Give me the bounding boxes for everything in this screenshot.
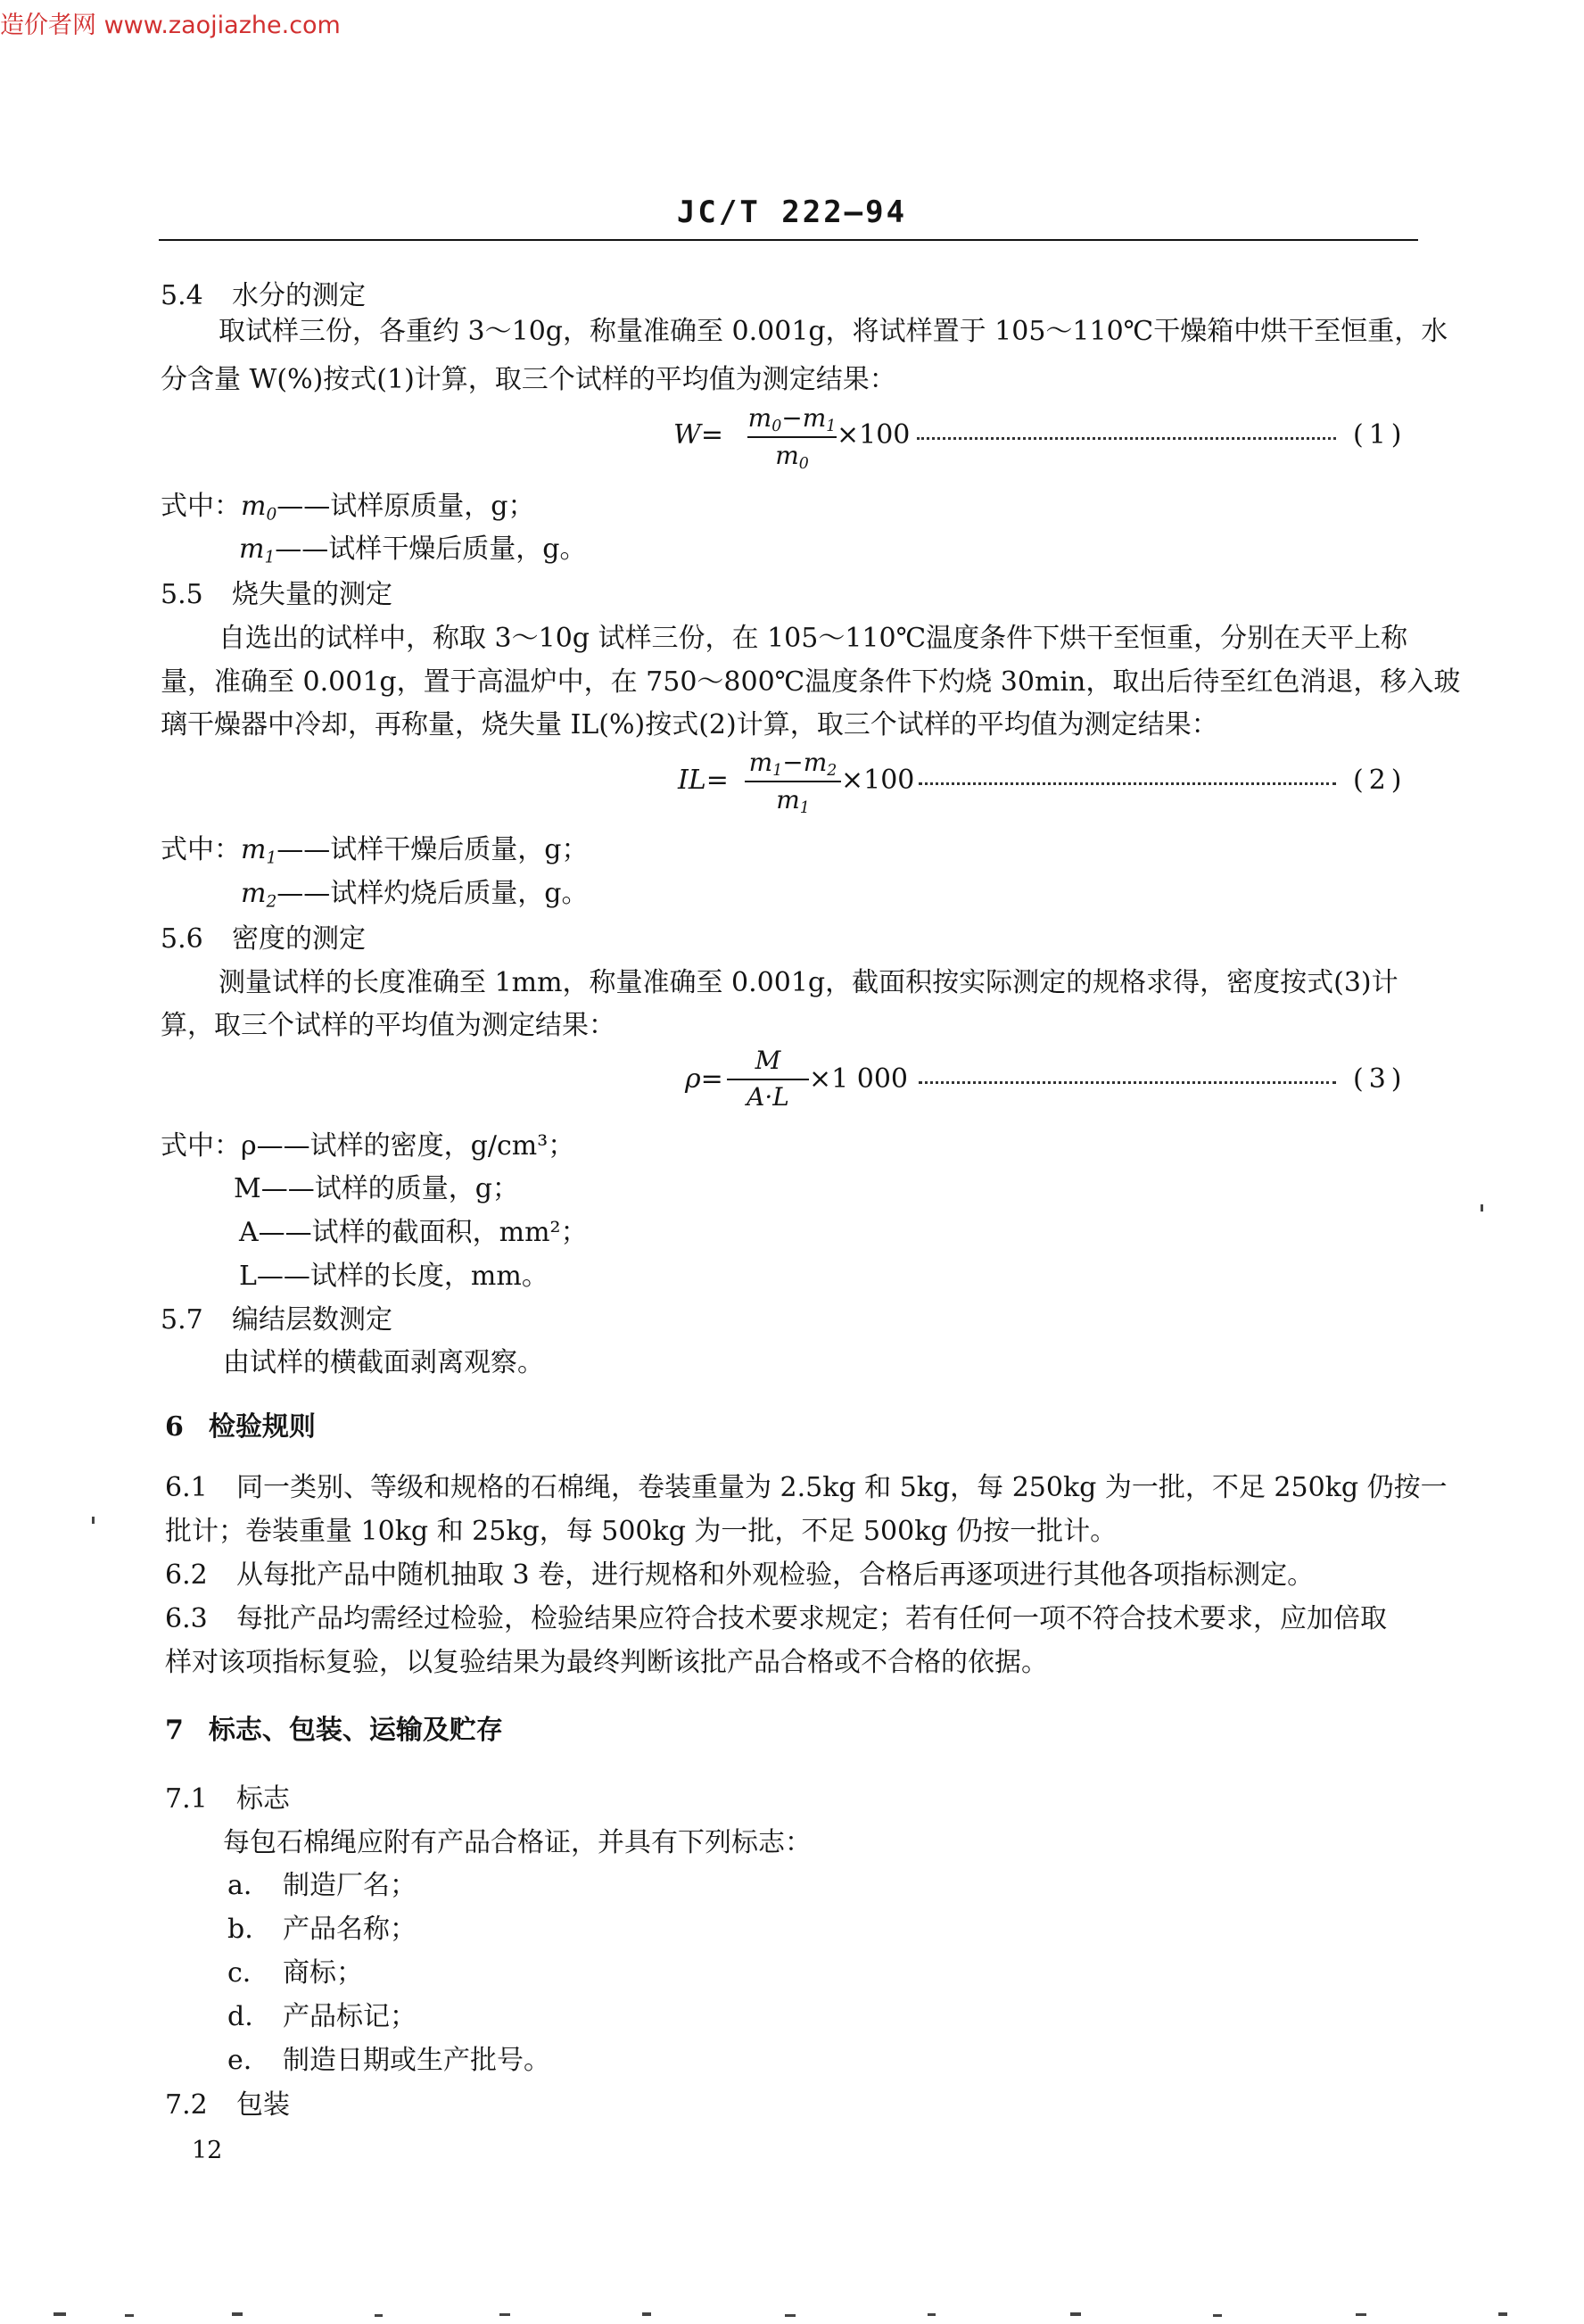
list-item: c. 商标； (227, 1957, 363, 1989)
formula-3-leader (919, 1081, 1336, 1084)
formula-2-tail: ×100 (841, 765, 915, 796)
formula-3-denominator: A·L (747, 1082, 789, 1112)
s55-where-2: $m_2——$试样灼烧后质量，g。 (241, 878, 589, 912)
formula-2-number: (2) (1353, 765, 1407, 796)
list-item: d. 产品标记； (227, 2001, 417, 2032)
section-7-heading: 7 标志、包装、运输及贮存 (165, 1715, 503, 1746)
formula-1-bar (747, 436, 837, 438)
s56-where-3: A——试样的截面积，mm²； (239, 1217, 588, 1248)
formula-3-lhs: ρ= (685, 1063, 723, 1095)
section-5-6-heading: 5.6 密度的测定 (161, 923, 366, 955)
list-item: e. 制造日期或生产批号。 (227, 2045, 550, 2076)
formula-3-numerator: M (755, 1046, 781, 1075)
section-5-5-heading: 5.5 烧失量的测定 (161, 579, 392, 610)
formula-2-numerator: $m_1-m_2$ (748, 748, 837, 781)
s56-para-line1: 测量试样的长度准确至 1mm，称量准确至 0.001g，截面积按实际测定的规格求得，密度按式(3)计 (219, 967, 1398, 998)
formula-2-denominator: $m_1$ (776, 785, 810, 818)
formula-1-leader (917, 437, 1336, 440)
formula-3-number: (3) (1353, 1063, 1407, 1095)
standard-header: JC/T 222—94 (676, 194, 908, 230)
s55-where-1: 式中：$m_1——$试样干燥后质量，g； (161, 834, 589, 868)
section-7-2-heading: 7.2 包装 (165, 2089, 290, 2121)
header-rule (159, 239, 1418, 241)
s54-para-line2: 分含量 W(%)按式(1)计算，取三个试样的平均值为测定结果： (161, 364, 896, 395)
s56-para-line2: 算，取三个试样的平均值为测定结果： (161, 1010, 615, 1041)
s55-para-line2: 量，准确至 0.001g，置于高温炉中，在 750～800℃温度条件下灼烧 30min，取出后待至红色消退，移入玻 (161, 666, 1461, 698)
s62-line: 6.2 从每批产品中随机抽取 3 卷，进行规格和外观检验，合格后再逐项进行其他各项指标测定。 (165, 1559, 1315, 1591)
s55-para-line3: 璃干燥器中冷却，再称量，烧失量 IL(%)按式(2)计算，取三个试样的平均值为测定结果： (161, 709, 1218, 740)
formula-3-bar (727, 1079, 809, 1080)
s71-para: 每包石棉绳应附有产品合格证，并具有下列标志： (223, 1827, 812, 1858)
s55-para-line1: 自选出的试样中，称取 3～10g 试样三份，在 105～110℃温度条件下烘干至恒重，分别在天平上称 (219, 623, 1408, 654)
section-7-1-heading: 7.1 标志 (165, 1783, 290, 1815)
s54-para-line1: 取试样三份，各重约 3～10g，称量准确至 0.001g，将试样置于 105～110℃干燥箱中烘干至恒重，水 (219, 316, 1448, 347)
list-item: b. 产品名称； (227, 1914, 417, 1945)
s54-where-2: $m_1——$试样干燥后质量，g。 (239, 533, 587, 567)
page-number: 12 (192, 2137, 223, 2164)
section-6-heading: 6 检验规则 (165, 1411, 316, 1443)
section-5-4-heading: 5.4 水分的测定 (161, 280, 366, 311)
s63-line2: 样对该项指标复验，以复验结果为最终判断该批产品合格或不合格的依据。 (165, 1647, 1048, 1678)
s61-line1: 6.1 同一类别、等级和规格的石棉绳，卷装重量为 2.5kg 和 5kg，每 250kg 为一批，不足 250kg 仍按一 (165, 1472, 1448, 1503)
formula-1-number: (1) (1353, 419, 1407, 451)
s56-where-1: 式中：ρ——试样的密度，g/cm³； (161, 1130, 575, 1162)
formula-1-denominator: $m_0$ (775, 441, 809, 474)
s61-line2: 批计；卷装重量 10kg 和 25kg，每 500kg 为一批，不足 500kg 仍按一批计。 (165, 1516, 1118, 1547)
watermark: 造价者网 www.zaojiazhe.com (0, 12, 341, 39)
s57-para: 由试样的横截面剥离观察。 (223, 1347, 544, 1378)
section-5-7-heading: 5.7 编结层数测定 (161, 1304, 392, 1336)
s54-where-1: 式中：$m_0——$试样原质量，g； (161, 491, 535, 525)
formula-1-lhs: W= (673, 419, 723, 451)
formula-1-numerator: $m_0-m_1$ (747, 403, 837, 436)
s56-where-4: L——试样的长度，mm。 (239, 1261, 549, 1292)
formula-2-leader (919, 782, 1336, 785)
formula-1-tail: ×100 (837, 419, 911, 451)
s56-where-2: M——试样的质量，g； (234, 1173, 519, 1204)
formula-2-bar (745, 781, 841, 782)
formula-3-tail: ×1 000 (809, 1063, 909, 1095)
list-item: a. 制造厂名； (227, 1870, 417, 1901)
formula-2-lhs: IL= (678, 765, 729, 796)
s63-line1: 6.3 每批产品均需经过检验，检验结果应符合技术要求规定；若有任何一项不符合技术要求，应加倍取 (165, 1603, 1387, 1634)
